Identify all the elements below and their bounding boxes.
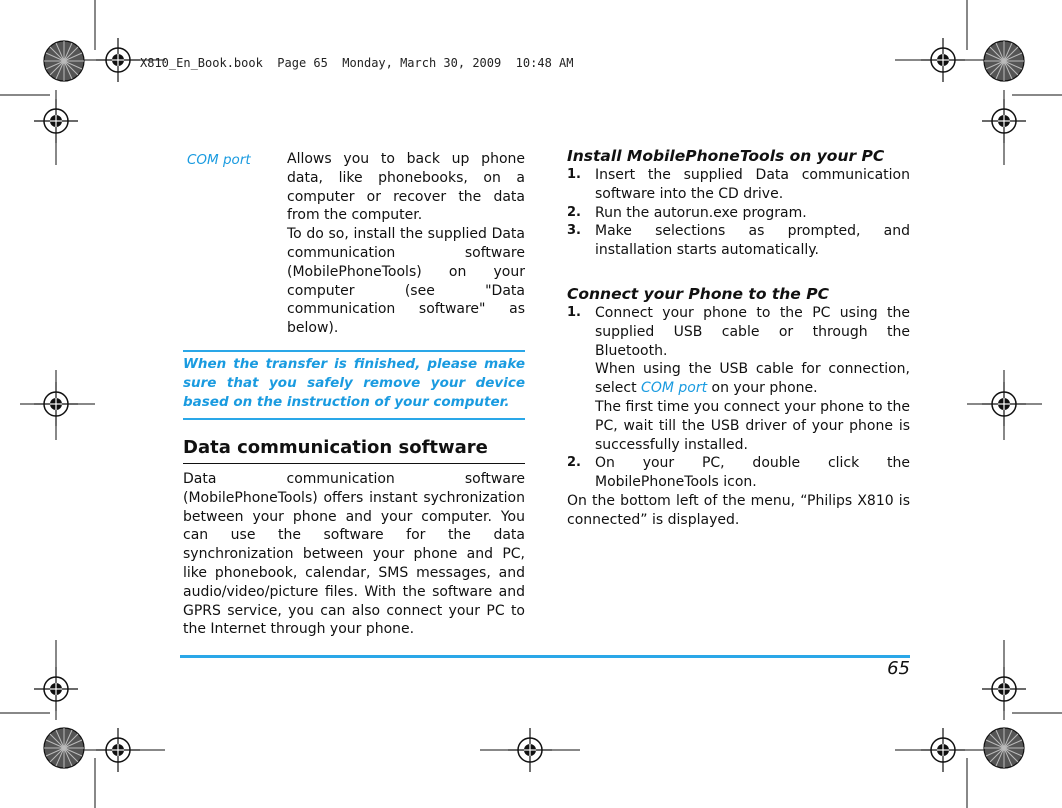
definition-paragraph: Allows you to back up phone data, like phonebooks, on a computer or recover the data from the computer.	[287, 151, 525, 224]
step-paragraph: On your PC, double click the MobilePhoneTools icon.	[595, 455, 910, 491]
step-text-segment: When using the USB cable for connection, select	[595, 361, 910, 397]
definition-term: COM port	[187, 152, 251, 168]
step-number: 2.	[567, 204, 581, 220]
section-title-connect: Connect your Phone to the PC	[567, 284, 829, 303]
com-port-definition	[183, 150, 525, 338]
footer-rule	[180, 655, 910, 658]
step-text	[567, 454, 910, 529]
install-steps	[567, 166, 910, 260]
section-text-data-communication: Data communication software (MobilePhoneTools) offers instant sychronization between your phone and your computer. You can use the software for the data synchronization between your phone and PC, like phonebook, calendar, SMS messages, and audio/video/picture files. With the software and GPRS service, you can also connect your PC to the Internet through your phone.	[183, 470, 525, 638]
step-paragraph: On the bottom left of the menu, “Philips X810 is connected” is displayed.	[567, 492, 910, 528]
step-text: Insert the supplied Data communication software into the CD drive.	[595, 167, 910, 202]
inline-term-com-port: COM port	[641, 380, 708, 397]
print-header: X810_En_Book.book Page 65 Monday, March 30, 2009 10:48 AM	[140, 56, 574, 70]
list-item	[567, 204, 910, 223]
step-number: 1.	[567, 304, 581, 320]
transfer-note: When the transfer is finished, please make sure that you safely remove your device based on the instruction of your computer.	[183, 350, 525, 420]
definition-body	[287, 150, 525, 338]
page-number: 65	[887, 658, 910, 679]
list-item	[567, 304, 910, 454]
step-number: 2.	[567, 455, 581, 471]
section-title-install: Install MobilePhoneTools on your PC	[567, 147, 885, 165]
step-paragraph: Connect your phone to the PC using the supplied USB cable or through the Bluetooth.	[595, 304, 910, 359]
step-text: Make selections as prompted, and installation starts automatically.	[595, 223, 910, 259]
list-item	[567, 222, 910, 260]
step-paragraph	[595, 360, 910, 398]
connect-steps	[567, 304, 910, 530]
list-item	[567, 454, 910, 529]
section-title-data-communication: Data communication software	[183, 436, 525, 464]
step-text	[595, 304, 910, 454]
left-column	[183, 150, 525, 639]
right-column	[567, 146, 910, 530]
list-item	[567, 166, 910, 204]
definition-paragraph: To do so, install the supplied Data communication software (MobilePhoneTools) on your computer (see "Data communication software" as below).	[287, 226, 525, 337]
step-number: 1.	[567, 167, 581, 182]
step-paragraph: The first time you connect your phone to the PC, wait till the USB driver of your phone is successfully installed.	[595, 398, 910, 453]
step-text-segment: on your phone.	[707, 380, 818, 397]
step-number: 3.	[567, 223, 581, 239]
step-text: Run the autorun.exe program.	[595, 204, 807, 221]
